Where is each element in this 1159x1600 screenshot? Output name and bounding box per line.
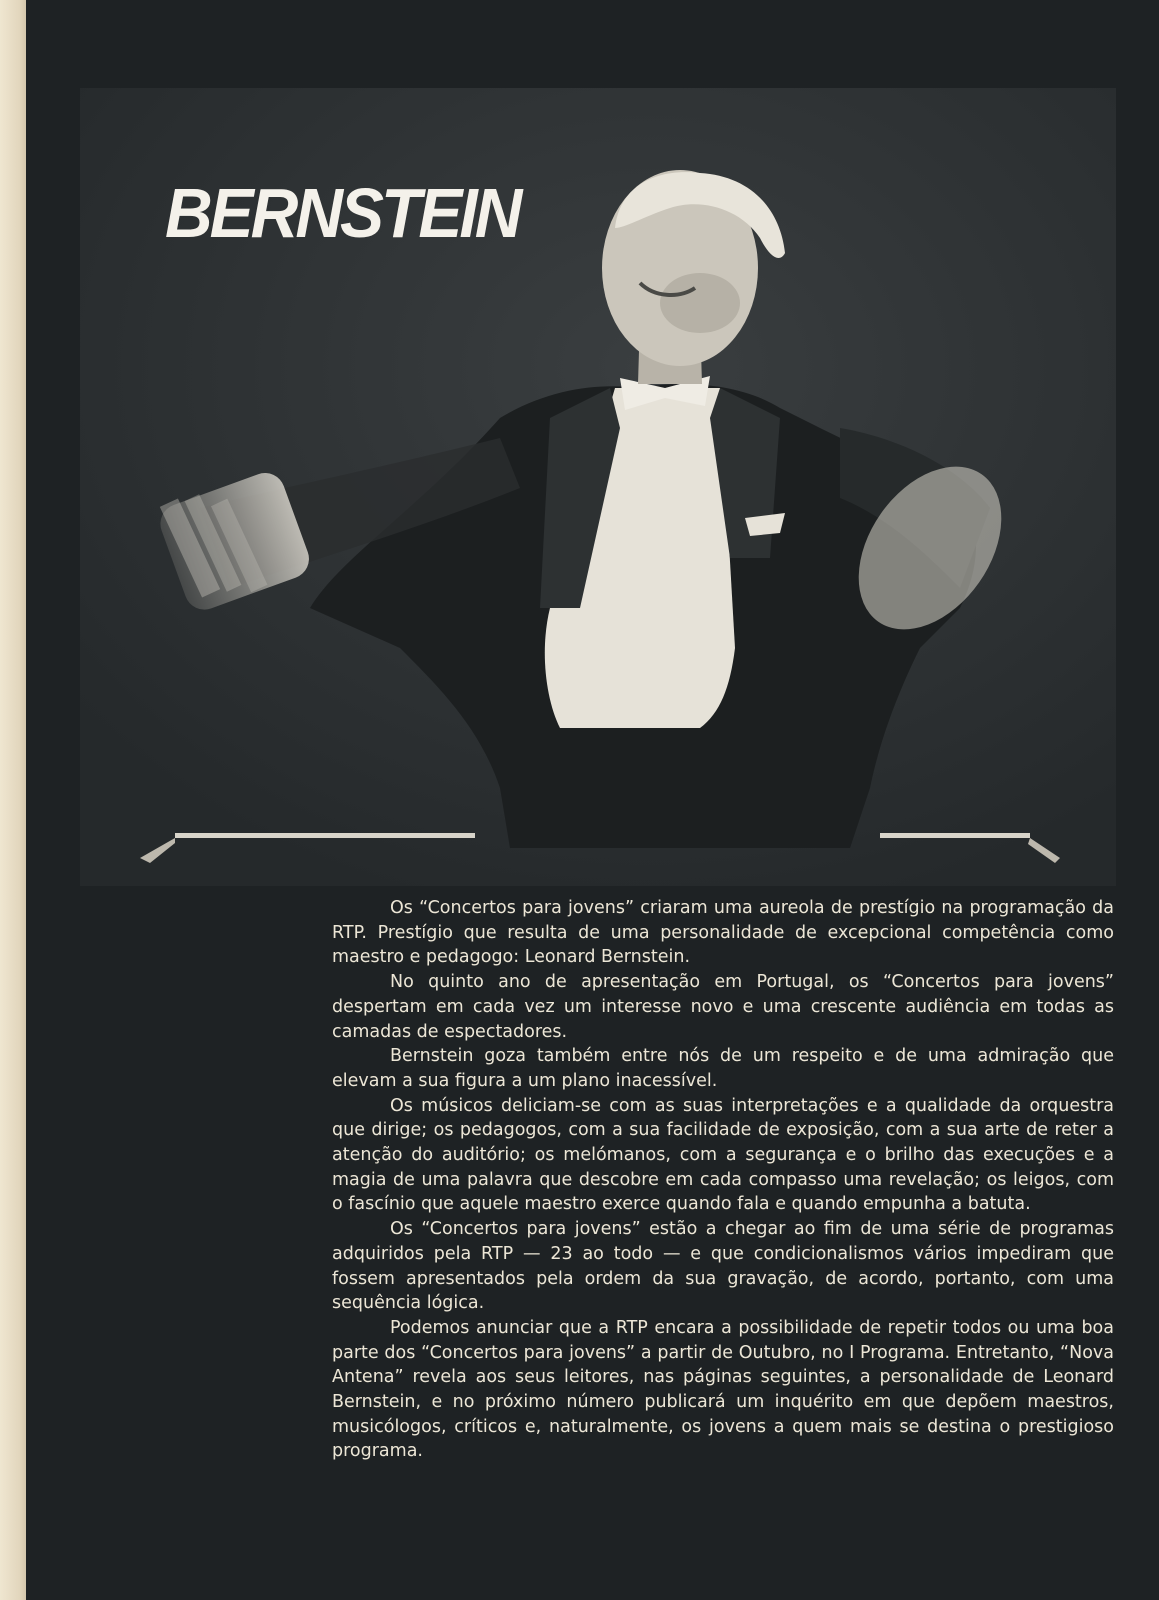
article-body xyxy=(332,896,1114,1464)
podium-rail-right xyxy=(880,833,1030,838)
paper-edge xyxy=(0,0,28,1600)
article-paragraph: Os “Concertos para jovens” estão a chegar ao fim de uma série de programas adquiridos pela RTP — 23 ao todo — e que condicionalismos vários impediram que fossem apresentados pela ordem da sua gravação, de acordo, portanto, com uma sequência lógica. xyxy=(332,1219,1114,1314)
article-paragraph: Bernstein goza também entre nós de um respeito e de uma admiração que elevam a sua figura a um plano inacessível. xyxy=(332,1046,1114,1091)
article-paragraph: No quinto ano de apresentação em Portugal, os “Concertos para jovens” despertam em cada vez um interesse novo e uma crescente audiência em todas as camadas de espectadores. xyxy=(332,972,1114,1042)
face-shadow xyxy=(660,273,740,333)
headline: BERNSTEIN xyxy=(165,173,520,252)
article-paragraph: Podemos anunciar que a RTP encara a possibilidade de repetir todos ou uma boa parte dos “Concertos para jovens” a partir de Outubro, no I Programa. Entretanto, “Nova Antena” revela aos seus leitores, nas páginas seguintes, a personalidade de Leonard Bernstein, e no próximo número publicará um inquérito em que depõem maestros, musicólogos, críticos e, naturalmente, os jovens a quem mais se destina o prestigioso programa. xyxy=(332,1317,1114,1462)
conductor-photo xyxy=(80,88,1116,886)
article-paragraph: Os “Concertos para jovens” criaram uma aureola de prestígio na programação da RTP. Prestígio que resulta de uma personalidade de excepcional competência como maestro e pedagogo: Leonard Bernstein. xyxy=(332,898,1114,968)
article-paragraph: Os músicos deliciam-se com as suas interpretações e a qualidade da orquestra que dirige; os pedagogos, com a sua facilidade de exposição, com a sua arte de reter a atenção do auditório; os melómanos, com a segurança e o brilho das execuções e a magia de uma palavra que descobre em cada compasso uma revelação; os leigos, com o fascínio que aquele maestro exerce quando fala e quando empunha a batuta. xyxy=(332,1095,1114,1215)
podium-rail-left xyxy=(175,833,475,838)
